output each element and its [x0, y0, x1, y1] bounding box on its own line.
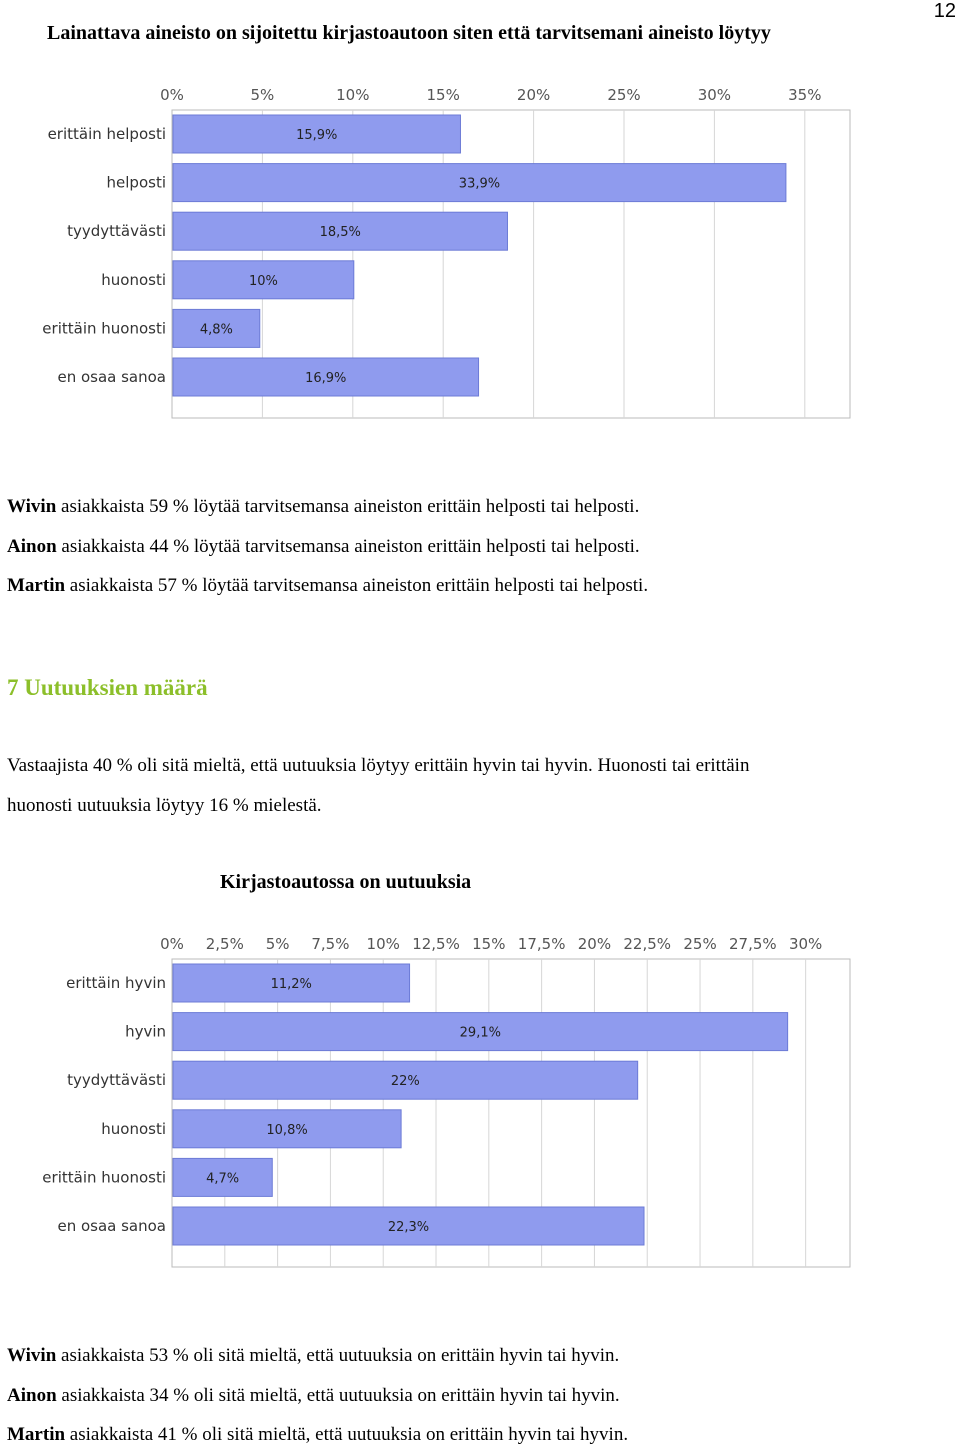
chart-bar-helpous: [0, 80, 960, 425]
tick-label: 25%: [607, 86, 641, 104]
tick-label: 5%: [265, 935, 290, 953]
data-label: 4,7%: [206, 1171, 240, 1187]
tick-label: 22,5%: [623, 935, 672, 953]
category-label: erittäin huonosti: [42, 319, 166, 338]
page-number: 12: [933, 0, 956, 22]
category-label: huonosti: [101, 1119, 166, 1138]
chart2-svg: [0, 929, 960, 1274]
chart1-svg: [0, 80, 960, 425]
tick-label: 35%: [788, 86, 822, 104]
summary-line: Ainon asiakkaista 44 % löytää tarvitsemansa aineiston erittäin helposti tai helposti.: [7, 535, 640, 557]
summary-line: Ainon asiakkaista 34 % oli sitä mieltä, että uutuuksia on erittäin hyvin tai hyvin.: [7, 1384, 620, 1406]
chart2-heading: Kirjastoautossa on uutuuksia: [220, 871, 472, 893]
data-label: 18,5%: [319, 225, 361, 241]
chart-bar-uutuudet: [0, 929, 960, 1274]
data-label: 22%: [390, 1074, 420, 1090]
tick-label: 15%: [426, 86, 460, 104]
data-label: 10%: [248, 273, 278, 289]
category-label: erittäin hyvin: [66, 974, 166, 992]
category-label: en osaa sanoa: [57, 1217, 166, 1235]
tick-label: 5%: [250, 86, 275, 104]
summary-line: Martin asiakkaista 41 % oli sitä mieltä, että uutuuksia on erittäin hyvin tai hyvin.: [7, 1424, 629, 1445]
data-label: 33,9%: [458, 176, 501, 192]
data-label: 29,1%: [459, 1025, 501, 1041]
category-label: hyvin: [125, 1022, 166, 1041]
body-line: huonosti uutuuksia löytyy 16 % mielestä.: [7, 794, 322, 816]
tick-label: 2,5%: [205, 935, 244, 953]
tick-label: 30%: [697, 86, 732, 104]
category-label: huonosti: [101, 270, 166, 289]
tick-label: 7,5%: [311, 935, 350, 953]
summary-paragraph-2: [7, 1336, 947, 1455]
tick-label: 30%: [788, 935, 823, 953]
data-label: 15,9%: [296, 128, 338, 143]
tick-label: 12,5%: [412, 935, 460, 953]
summary-paragraph-1: [7, 487, 947, 606]
section-title: 7 Uutuuksien määrä: [7, 675, 208, 700]
category-label: en osaa sanoa: [57, 368, 166, 386]
tick-label: 0%: [160, 86, 184, 104]
tick-label: 27,5%: [729, 935, 777, 953]
tick-label: 20%: [577, 935, 612, 953]
body-line: Vastaajista 40 % oli sitä mieltä, että uutuuksia löytyy erittäin hyvin tai hyvin. Huonosti tai erittäin: [7, 755, 750, 776]
summary-line: Wivin asiakkaista 53 % oli sitä mieltä, että uutuuksia on erittäin hyvin tai hyvin.: [7, 1345, 620, 1366]
tick-label: 10%: [366, 935, 400, 953]
category-label: tyydyttävästi: [67, 222, 166, 241]
section-body: [7, 746, 947, 825]
data-label: 16,9%: [305, 371, 347, 386]
category-label: erittäin helposti: [47, 125, 166, 143]
tick-label: 17,5%: [517, 935, 566, 953]
data-label: 4,8%: [199, 322, 233, 338]
summary-line: Martin asiakkaista 57 % löytää tarvitsemansa aineiston erittäin helposti tai helposti.: [7, 575, 649, 596]
category-label: helposti: [106, 173, 166, 192]
tick-label: 15%: [472, 935, 506, 953]
summary-line: Wivin asiakkaista 59 % löytää tarvitsemansa aineiston erittäin helposti tai helposti.: [7, 496, 640, 517]
category-label: tyydyttävästi: [67, 1071, 166, 1090]
chart1-heading: Lainattava aineisto on sijoitettu kirjastoautoon siten että tarvitsemani aineisto löytyy: [47, 22, 771, 44]
tick-label: 25%: [683, 935, 717, 953]
category-label: erittäin huonosti: [42, 1168, 166, 1187]
tick-label: 0%: [160, 935, 184, 953]
data-label: 10,8%: [266, 1122, 308, 1138]
tick-label: 20%: [516, 86, 551, 104]
tick-label: 10%: [336, 86, 370, 104]
data-label: 11,2%: [270, 977, 312, 992]
data-label: 22,3%: [387, 1220, 430, 1235]
